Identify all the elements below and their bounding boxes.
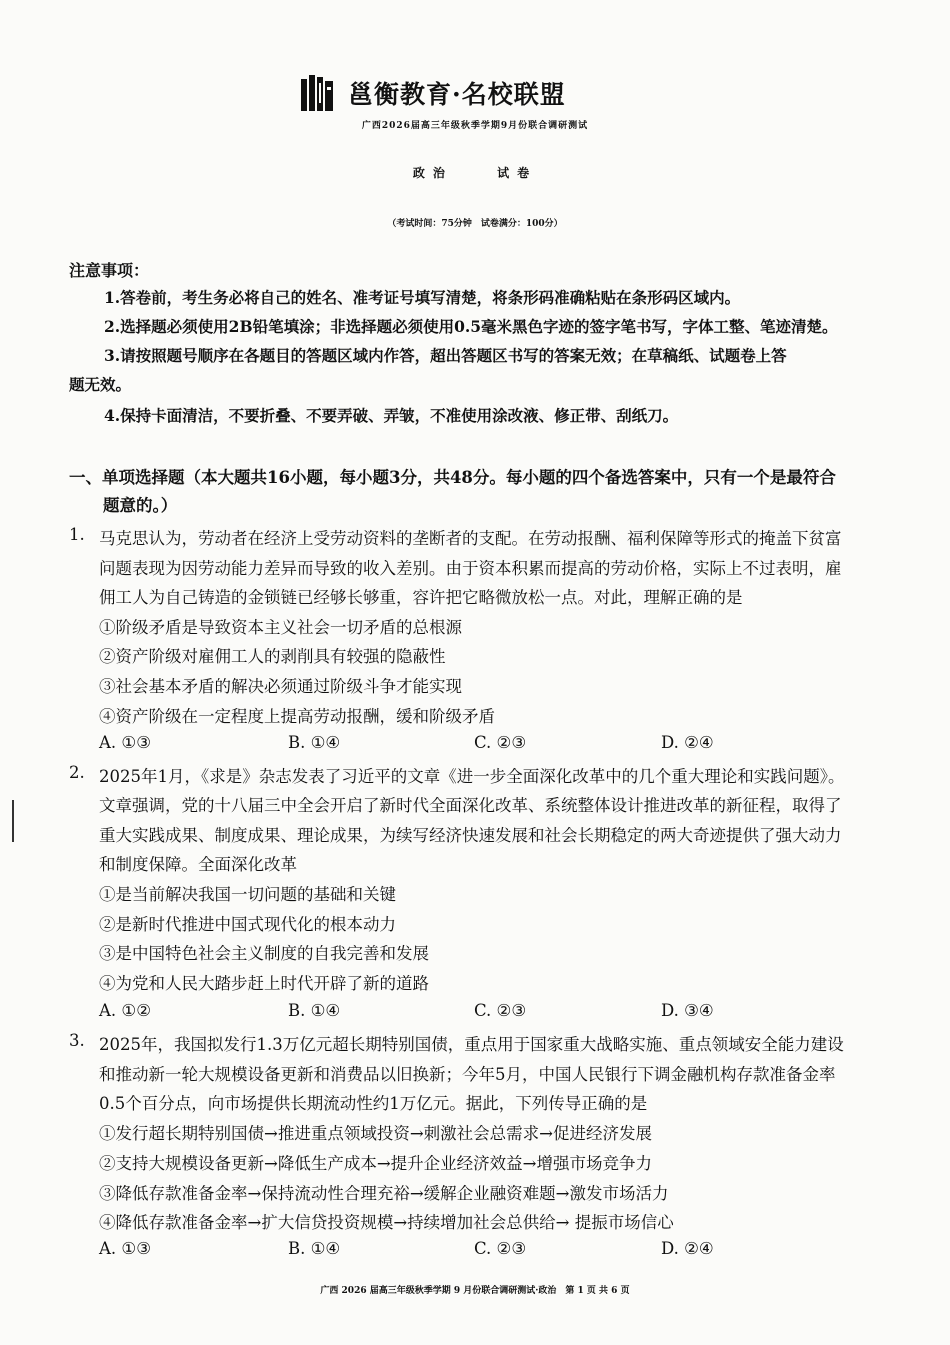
question-text-line: 2025年1月，《求是》杂志发表了习近平的文章《进一步全面深化改革中的几个重大理论和实践问题》。 [99, 767, 845, 786]
statement: ②支持大规模设备更新→降低生产成本→提升企业经济效益→增强市场竞争力 [99, 1154, 652, 1173]
question-number: 2. [69, 763, 85, 782]
option-c: C. ②③ [474, 1239, 527, 1258]
paper-label: 试卷 [497, 166, 538, 180]
statement: ②资产阶级对雇佣工人的剥削具有较强的隐蔽性 [99, 647, 446, 666]
option-c: C. ②③ [474, 733, 527, 752]
books-logo-icon [300, 73, 336, 113]
question-number: 1. [69, 525, 85, 544]
statement: ③社会基本矛盾的解决必须通过阶级斗争才能实现 [99, 677, 462, 696]
question-text-line: 马克思认为，劳动者在经济上受劳动资料的垄断者的支配。在劳动报酬、福利保障等形式的掩盖下贫富 [99, 529, 842, 548]
notice-item: 3.请按照题号顺序在各题目的答题区域内作答，超出答题区书写的答案无效；在草稿纸、试题卷上答 [104, 346, 787, 365]
option-b: B. ①④ [288, 1001, 341, 1020]
notice-item-continued: 题无效。 [69, 375, 132, 394]
notice-item: 2.选择题必须使用2B铅笔填涂；非选择题必须使用0.5毫米黑色字迹的签字笔书写，字体工整、笔迹清楚。 [104, 317, 838, 336]
statement: ①阶级矛盾是导致资本主义社会一切矛盾的总根源 [99, 618, 462, 637]
question-text-line: 和制度保障。全面深化改革 [99, 855, 297, 874]
notice-heading: 注意事项： [69, 261, 150, 280]
question-text-line: 0.5个百分点，向市场提供长期流动性约1万亿元。据此，下列传导正确的是 [99, 1094, 648, 1113]
statement: ③降低存款准备金率→保持流动性合理充裕→缓解企业融资难题→激发市场活力 [99, 1184, 669, 1203]
question-text-line: 和推动新一轮大规模设备更新和消费品以旧换新；今年5月，中国人民银行下调金融机构存款准备金率 [99, 1065, 836, 1084]
option-d: D. ②④ [661, 733, 714, 752]
question-text-line: 重大实践成果、制度成果、理论成果，为续写经济快速发展和社会长期稳定的两大奇迹提供了强大动力 [99, 826, 842, 845]
notice-item: 1.答卷前，考生务必将自己的姓名、准考证号填写清楚，将条形码准确粘贴在条形码区域内。 [104, 288, 741, 307]
subject-title [0, 164, 950, 181]
option-a: A. ①③ [99, 733, 151, 752]
question-number: 3. [69, 1031, 85, 1050]
statement: ①是当前解决我国一切问题的基础和关键 [99, 885, 396, 904]
statement: ④资产阶级在一定程度上提高劳动报酬，缓和阶级矛盾 [99, 707, 495, 726]
option-b: B. ①④ [288, 1239, 341, 1258]
question-text-line: 问题表现为因劳动能力差异而导致的收入差别。由于资本积累而提高的劳动价格，实际上不过表明，雇 [99, 559, 842, 578]
brand-row [300, 70, 566, 116]
page-footer: 广西 2026 届高三年级秋季学期 9 月份联合调研测试·政治 第 1 页 共 6 页 [320, 1286, 630, 1296]
option-b: B. ①④ [288, 733, 341, 752]
option-a: A. ①② [99, 1001, 151, 1020]
question-text-line: 佣工人为自己铸造的金锁链已经够长够重，容许把它略微放松一点。对此，理解正确的是 [99, 588, 743, 607]
question-text-line: 2025年，我国拟发行1.3万亿元超长期特别国债，重点用于国家重大战略实施、重点领域安全能力建设 [99, 1035, 844, 1054]
question-2 [69, 763, 85, 782]
question-text-line: 文章强调，党的十八届三中全会开启了新时代全面深化改革、系统整体设计推进改革的新征程，取得了 [99, 796, 842, 815]
question-3 [69, 1031, 85, 1050]
statement: ③是中国特色社会主义制度的自我完善和发展 [99, 944, 429, 963]
statement: ①发行超长期特别国债→推进重点领域投资→刺激社会总需求→促进经济发展 [99, 1124, 652, 1143]
option-c: C. ②③ [474, 1001, 527, 1020]
exam-info: （考试时间：75分钟 试卷满分：100分） [387, 219, 563, 229]
exam-title: 广西2026届高三年级秋季学期9月份联合调研测试 [361, 121, 589, 131]
option-a: A. ①③ [99, 1239, 151, 1258]
option-d: D. ②④ [661, 1239, 714, 1258]
statement: ④降低存款准备金率→扩大信贷投资规模→持续增加社会总供给→ 提振市场信心 [99, 1213, 674, 1232]
section-header-cont: 题意的。） [103, 496, 178, 515]
scan-margin-mark [12, 800, 14, 842]
subject-name: 政治 [412, 166, 453, 180]
brand-name: 邕衡教育·名校联盟 [348, 80, 566, 109]
notice-item: 4.保持卡面清洁，不要折叠、不要弄破、弄皱，不准使用涂改液、修正带、刮纸刀。 [104, 406, 679, 425]
section-header: 一、单项选择题（本大题共16小题，每小题3分，共48分。每小题的四个备选答案中，只有一个是最符合 [69, 468, 836, 487]
statement: ②是新时代推进中国式现代化的根本动力 [99, 915, 396, 934]
question-1 [69, 525, 85, 544]
option-d: D. ③④ [661, 1001, 714, 1020]
statement: ④为党和人民大踏步赶上时代开辟了新的道路 [99, 974, 429, 993]
